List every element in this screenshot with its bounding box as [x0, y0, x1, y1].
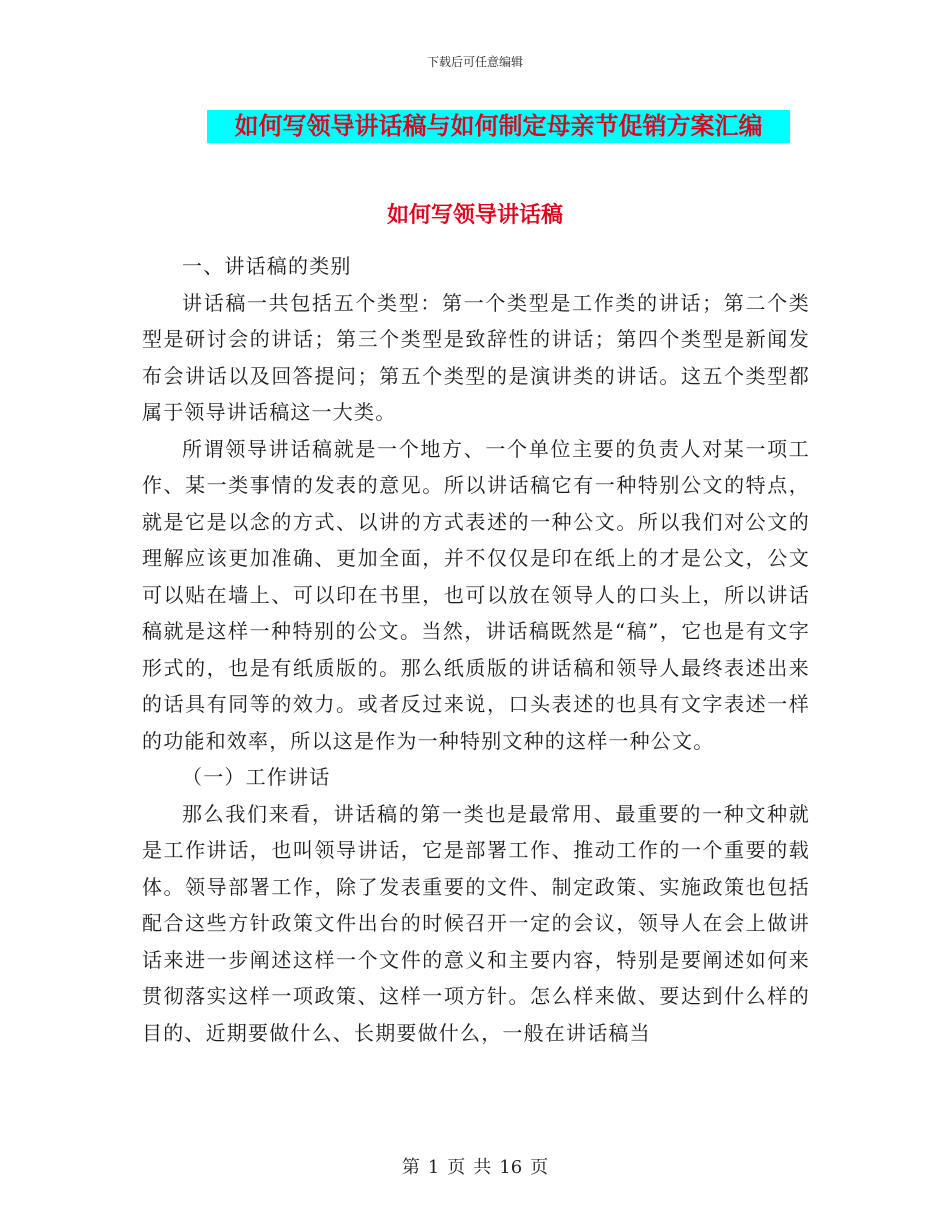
footer-page-mid: 页: [447, 1157, 466, 1178]
paragraph-types: 讲话稿一共包括五个类型：第一个类型是工作类的讲话；第二个类型是研讨会的讲话；第三个类型是致辞性的讲话；第四个类型是新闻发布会讲话以及回答提问；第五个类型的是演讲类的讲话。这五个类型都属于领导讲话稿这一大类。: [142, 290, 810, 424]
header-note: 下载后可任意编辑: [426, 55, 523, 69]
footer-total-pages: 16: [499, 1157, 523, 1178]
footer-total-prefix: 共: [473, 1157, 492, 1178]
paragraph-definition: 所谓领导讲话稿就是一个地方、一个单位主要的负责人对某一项工作、某一类事情的发表的意见。所以讲话稿它有一种特别公文的特点，就是它是以念的方式、以讲的方式表述的一种公文。所以我们对公文的理解应该更加准确、更加全面，并不仅仅是印在纸上的才是公文，公文可以贴在墙上、可以印在书里，也可以放在领导人的口头上，所以讲话稿就是这样一种特别的公文。当然，讲话稿既然是“稿”，它也是有文字形式的，也是有纸质版的。那么纸质版的讲话稿和领导人最终表述出来的话具有同等的效力。或者反过来说，口头表述的也具有文字表述一样的功能和效率，所以这是作为一种特别文种的这样一种公文。: [142, 436, 810, 753]
paragraph-work-speech: 那么我们来看，讲话稿的第一类也是最常用、最重要的一种文种就是工作讲话，也叫领导讲话，它是部署工作、推动工作的一个重要的载体。领导部署工作，除了发表重要的文件、制定政策、实施政策也包括配合这些方针政策文件出台的时候召开一定的会议，领导人在会上做讲话来进一步阐述这样一个文件的意义和主要内容，特别是要阐述如何来贯彻落实这样一项政策、这样一项方针。怎么样来做、要达到什么样的目的、近期要做什么、长期要做什么，一般在讲话稿当: [142, 801, 810, 1045]
footer-page-number: 1: [427, 1157, 440, 1178]
footer-total-suffix: 页: [530, 1157, 549, 1178]
page-footer: [0, 1153, 950, 1179]
subheading-work-speech: （一）工作讲话: [182, 765, 331, 789]
heading-categories: 一、讲话稿的类别: [182, 254, 352, 278]
document-body: [142, 248, 810, 1051]
footer-page-prefix: 第: [401, 1157, 420, 1178]
section-title: 如何写领导讲话稿: [386, 203, 563, 228]
document-title: 如何写领导讲话稿与如何制定母亲节促销方案汇编: [207, 110, 790, 143]
